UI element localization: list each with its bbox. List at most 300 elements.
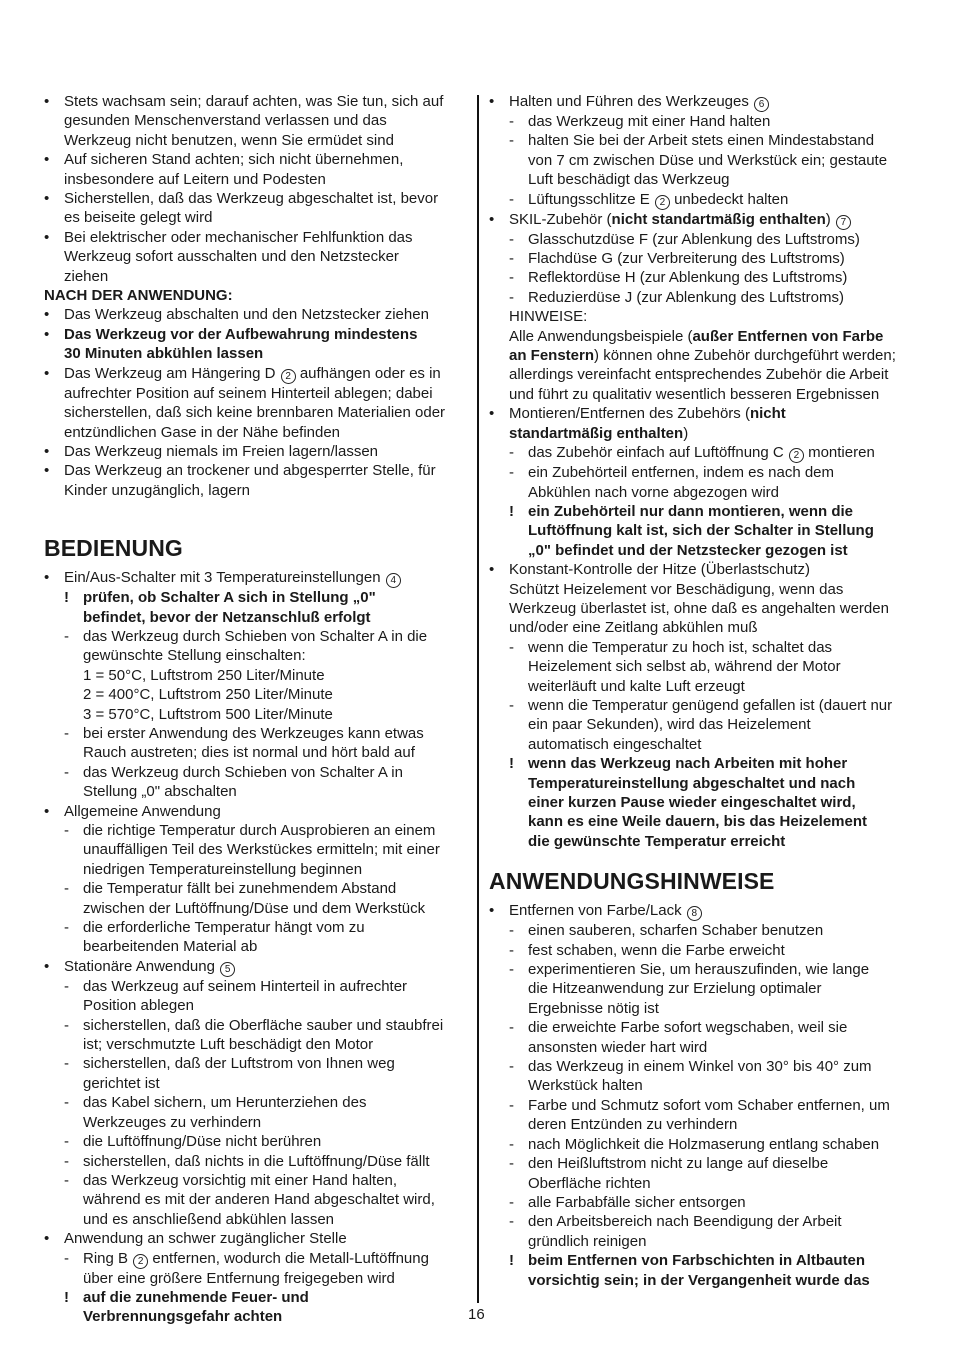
line-text: vorsichtig sein; in der Vergangenheit wurde das [528,1271,870,1289]
line-text: wenn das Werkzeug nach Arbeiten mit hoher [528,755,848,773]
warning-marker: ! [509,502,514,520]
sub-list-item [44,1152,468,1171]
line-text: Farbe und Schmutz sofort vom Schaber entfernen, um [528,1096,890,1114]
line-text-continued: aufhängen oder es in [295,364,441,382]
bullet-marker: • [44,802,50,820]
text-line [44,1269,468,1288]
bold-text: nicht standartmäßig enthalten [611,210,826,228]
text-line [489,521,913,540]
list-item [44,92,468,111]
line-text: ist; verschmutzte Luft beschädigt den Motor [83,1036,374,1054]
section-heading: BEDIENUNG [44,535,183,562]
text-line [44,1307,468,1326]
line-text: von 7 cm zwischen Düse und Werkstück ein; gestaute [528,151,888,169]
line-text: während es mit der anderen Hand abgeschaltet wird, [83,1191,435,1209]
text-line [489,541,913,560]
bullet-marker: • [44,190,50,208]
text-line [489,1076,913,1095]
list-item [489,210,913,230]
line-text: allerdings vereinfacht entsprechendes Zubehör die Arbeit [509,366,889,384]
bold-text: standartmäßig enthalten [509,424,684,442]
line-text: Position ablegen [83,997,194,1015]
bullet-marker: • [489,902,495,920]
line-text: entzündlichen Gase in der Nähe befinden [64,423,341,441]
warning-marker: ! [509,1252,514,1270]
line-text: sicherstellen, daß die Oberfläche sauber und staubfrei [83,1016,444,1034]
sub-list-item [489,463,913,482]
bullet-marker: • [44,306,50,324]
line-text: Werkzeug überlastet ist, ohne daß es angehalten werden [509,599,889,617]
text-line [44,860,468,879]
dash-marker: - [64,724,69,742]
line-text: das Werkzeug auf seinem Hinterteil in aufrechter [83,977,408,995]
line-text: Stets wachsam sein; darauf achten, was Sie tun, sich auf [64,93,444,110]
line-text: Auf sicheren Stand achten; sich nicht übernehmen, [64,151,404,169]
figure-reference-badge: 7 [836,215,851,230]
line-text: die erforderliche Temperatur hängt vom zu [83,919,365,937]
list-item [44,364,468,384]
line-text: die Hitzeanwendung zur Erzielung optimaler [528,980,822,998]
sub-list-item [489,190,913,210]
line-text: Reduzierdüse J (zur Ablenkung des Luftstroms) [528,288,844,306]
line-text: beim Entfernen von Farbschichten in Altbauten [528,1252,865,1270]
line-text-continued: ) können ohne Zubehör durchgeführt werden; [594,347,896,365]
text-line [489,424,913,443]
list-item [489,901,913,921]
text-line [489,832,913,851]
line-text: das Kabel sichern, um Herunterziehen des [83,1094,367,1112]
list-item [44,325,468,344]
line-text: wenn die Temperatur genügend gefallen ist (dauert nur [528,696,893,714]
sub-list-item [44,763,468,782]
line-text: die gewünschte Temperatur erreicht [528,832,786,850]
line-text: das Werkzeug durch Schieben von Schalter A in die [83,627,428,645]
line-text: Flachdüse G (zur Verbreiterung des Luftstroms) [528,250,845,268]
bullet-marker: • [44,228,50,246]
dash-marker: - [509,961,514,979]
line-text: Halten und Führen des Werkzeuges [509,93,749,110]
dash-marker: - [509,922,514,940]
bold-text: außer Entfernen von Farbe [692,327,884,345]
figure-reference-badge: 4 [386,573,401,588]
text-line [44,111,468,130]
dash-marker: - [64,822,69,839]
list-item [44,568,468,588]
line-text: befindet, bevor der Netzanschluß erfolgt [83,608,371,626]
line-text: den Heißluftstrom nicht zu lange auf dieselbe [528,1155,829,1173]
line-text-continued: unbedeckt halten [669,190,789,208]
figure-reference-badge: 2 [133,1254,148,1269]
bullet-marker: • [44,442,50,460]
text-line [489,346,913,365]
dash-marker: - [509,444,514,462]
sub-list-item [489,921,913,940]
warning-marker: ! [64,589,69,607]
line-text: prüfen, ob Schalter A sich in Stellung „0" [83,589,376,607]
text-line [489,1115,913,1134]
line-text: HINWEISE: [509,308,588,326]
text-line [44,423,468,442]
line-text: bearbeitenden Material ab [83,938,258,956]
list-item [489,404,913,423]
text-line [44,131,468,150]
line-text-continued: entfernen, wodurch die Metall-Luftöffnung [148,1249,429,1267]
dash-marker: - [64,763,69,781]
line-text: und führt zu qualitativ wesentlich besseren Ergebnissen [509,385,880,403]
line-text: Konstant-Kontrolle der Hitze (Überlastschutz) [509,561,810,579]
sub-list-item [44,918,468,937]
sub-list-item [44,1093,468,1112]
sub-list-item [489,131,913,150]
sub-list-item [489,112,913,131]
line-text: Lüftungsschlitze E [528,190,650,208]
sub-list-item [44,1132,468,1151]
line-text: weiterläuft und kalte Luft erzeugt [528,677,745,695]
line-text: ein paar Sekunden), wird das Heizelement [528,716,811,734]
line-text: gerichtet ist [83,1074,160,1092]
dash-marker: - [64,627,69,645]
text-line [489,1271,913,1290]
dash-marker: - [509,1019,514,1037]
line-text: 2 = 400°C, Luftstrom 250 Liter/Minute [83,686,333,704]
line-text: auf die zunehmende Feuer- und [83,1288,309,1306]
line-text: einer kurzen Pause wieder eingeschaltet wird, [528,794,856,811]
line-text: nach Möglichkeit die Holzmaserung entlang schaben [528,1135,880,1153]
dash-marker: - [509,250,514,268]
dash-marker: - [509,113,514,130]
sub-list-item [489,1251,913,1270]
text-line [489,735,913,754]
line-text: sicherstellen, daß nichts in die Luftöffnung/Düse fällt [83,1152,430,1170]
line-text: gründlich reinigen [528,1232,647,1250]
text-line [489,151,913,170]
text-line [44,286,468,305]
line-text: einen sauberen, scharfen Schaber benutzen [528,922,824,940]
dash-marker: - [64,1249,69,1267]
bullet-marker: • [44,93,50,110]
bullet-marker: • [489,93,495,110]
line-text-continued: montieren [803,444,875,462]
list-item [44,1229,468,1248]
text-line [489,580,913,599]
line-text: Stellung „0" abschalten [83,783,237,801]
line-text: Abkühlen nach vorne abgezogen wird [528,483,780,501]
list-item [44,802,468,821]
line-text: Reflektordüse H (zur Ablenkung des Luftstroms) [528,269,848,287]
warning-marker: ! [64,1288,69,1306]
line-text: das Werkzeug in einem Winkel von 30° bis 40° zum [528,1058,872,1076]
sub-list-item [489,1018,913,1037]
line-text: die erweichte Farbe sofort wegschaben, weil sie [528,1019,848,1037]
text-line [489,774,913,793]
text-line [489,1174,913,1193]
line-text: die richtige Temperatur durch Ausprobieren an einem [83,822,436,839]
dash-marker: - [64,1094,69,1112]
line-text: Temperatureinstellung abgeschaltet und nach [528,774,856,792]
sub-list-item [489,941,913,960]
figure-reference-badge: 8 [687,906,702,921]
text-line [489,979,913,998]
line-text: sicherstellen, daß sich keine brennbaren Materialien oder [64,404,446,422]
dash-marker: - [509,190,514,208]
line-text: Rauch austreten; dies ist normal und hört bald auf [83,744,415,762]
dash-marker: - [509,269,514,287]
line-text: es beiseite gelegt wird [64,209,213,227]
text-line [489,170,913,189]
text-line [44,1113,468,1132]
line-text: Entfernen von Farbe/Lack [509,902,682,920]
bullet-marker: • [489,405,495,423]
text-line [489,483,913,502]
text-line [44,996,468,1015]
line-text: Glasschutzdüse F (zur Ablenkung des Luftstroms) [528,230,860,248]
bullet-marker: • [44,151,50,169]
sub-list-item [44,724,468,743]
line-text: Das Werkzeug an trockener und abgesperrter Stelle, für [64,462,436,480]
line-text: die Temperatur fällt bei zunehmendem Abstand [83,880,397,898]
figure-reference-badge: 5 [220,962,235,977]
bullet-marker: • [489,561,495,579]
line-text: das Werkzeug vorsichtig mit einer Hand halten, [83,1171,398,1189]
sub-list-item [44,821,468,840]
line-text: Sicherstellen, daß das Werkzeug abgeschaltet ist, bevor [64,190,439,208]
line-text: zwischen der Luftöffnung/Düse und dem Werkstück [83,899,426,917]
text-line [489,793,913,812]
dash-marker: - [509,288,514,306]
dash-marker: - [509,1193,514,1211]
text-line [44,666,468,685]
list-item [489,92,913,112]
line-text: kann es eine Weile dauern, bis das Heizelement [528,813,868,831]
line-text: Alle Anwendungsbeispiele ( [509,327,693,345]
line-text: das Werkzeug durch Schieben von Schalter A in [83,763,403,781]
sub-list-item [489,1212,913,1231]
text-line [44,267,468,286]
bullet-marker: • [44,957,50,975]
text-line [44,1035,468,1054]
line-text: Oberfläche richten [528,1174,651,1192]
line-text-continued: ) [825,210,831,228]
line-text: 30 Minuten abkühlen lassen [64,345,264,363]
line-text: ziehen [64,267,109,285]
dash-marker: - [509,230,514,248]
line-text: sicherstellen, daß der Luftstrom von Ihnen weg [83,1055,395,1073]
line-text: und es anschließend abkühlen lassen [83,1210,335,1228]
text-line [44,685,468,704]
line-text: fest schaben, wenn die Farbe erweicht [528,941,785,959]
sub-list-item [44,1288,468,1307]
list-item [489,560,913,579]
sub-list-item [489,754,913,773]
text-line [489,385,913,404]
line-text: 3 = 570°C, Luftstrom 500 Liter/Minute [83,705,333,723]
line-text: Werkzeug sofort ausschalten und den Netzstecker [64,248,399,266]
dash-marker: - [509,1058,514,1076]
line-text: Schützt Heizelement vor Beschädigung, wenn das [509,580,844,598]
text-line [489,327,913,346]
figure-reference-badge: 2 [281,369,296,384]
list-item [44,189,468,208]
sub-list-item [44,879,468,898]
dash-marker: - [64,1055,69,1073]
text-line [489,599,913,618]
line-text: Allgemeine Anwendung [64,802,221,820]
left-column [44,92,468,1327]
sub-list-item [489,1135,913,1154]
line-text: Anwendung an schwer zugänglicher Stelle [64,1230,347,1248]
bullet-marker: • [44,569,50,587]
list-item [44,150,468,169]
line-text: Werkzeug nicht benutzen, wenn Sie ermüdet sind [64,131,394,149]
text-line [44,247,468,266]
text-line [44,937,468,956]
sub-list-item [44,1171,468,1190]
line-text: „0" befindet und der Netzstecker gezogen ist [528,541,848,559]
column-divider [477,95,479,1303]
line-text: insbesondere auf Leitern und Podesten [64,170,326,188]
line-text: Ring B [83,1249,129,1267]
dash-marker: - [509,1213,514,1231]
line-text: deren Entzünden zu verhindern [528,1116,738,1134]
sub-list-item [489,1096,913,1115]
dash-marker: - [64,1016,69,1034]
sub-list-item [489,696,913,715]
bullet-marker: • [44,1230,50,1248]
line-text: 1 = 50°C, Luftstrom 250 Liter/Minute [83,666,325,684]
list-item [44,957,468,977]
figure-reference-badge: 6 [754,97,769,112]
line-text: experimentieren Sie, um herauszufinden, wie lange [528,961,870,979]
bold-text: nicht [749,405,786,423]
bullet-marker: • [44,325,50,343]
line-text: den Arbeitsbereich nach Beendigung der Arbeit [528,1213,842,1231]
line-text: Stationäre Anwendung [64,957,215,975]
line-text: automatisch eingeschaltet [528,735,702,753]
line-text: Montieren/Entfernen des Zubehörs ( [509,405,750,423]
list-item [44,442,468,461]
line-text: und/oder eine Zeitlang abkühlen muß [509,619,758,637]
figure-reference-badge: 2 [655,195,670,210]
text-line [44,899,468,918]
list-item [44,461,468,480]
line-text: Bei elektrischer oder mechanischer Fehlfunktion das [64,228,413,246]
text-line [44,608,468,627]
sub-list-item [489,1057,913,1076]
bold-text: an Fenstern [509,347,595,365]
line-text: ein Zubehörteil nur dann montieren, wenn die [528,502,854,520]
bullet-marker: • [44,462,50,480]
text-line [489,999,913,1018]
dash-marker: - [509,1096,514,1114]
line-text: NACH DER ANWENDUNG: [44,287,233,305]
line-text: Kinder unzugänglich, lagern [64,481,250,499]
text-line [489,657,913,676]
text-line [44,481,468,500]
dash-marker: - [509,132,514,150]
line-text: Werkstück halten [528,1077,643,1095]
dash-marker: - [64,1152,69,1170]
sub-list-item [489,1193,913,1212]
text-line [44,705,468,724]
dash-marker: - [64,1171,69,1189]
sub-list-item [44,1249,468,1269]
dash-marker: - [64,977,69,995]
dash-marker: - [64,1133,69,1151]
text-line [489,618,913,637]
line-text: Das Werkzeug am Hängering D [64,364,276,382]
line-text-continued: ) [683,424,689,442]
text-line [489,812,913,831]
text-line [44,344,468,363]
text-line [44,208,468,227]
line-text: SKIL-Zubehör ( [509,210,612,228]
line-text: über eine größere Entfernung freigegeben wird [83,1269,395,1287]
dash-marker: - [64,880,69,898]
sub-list-item [489,268,913,287]
line-text: Luft beschädigt das Werkzeug [528,171,730,189]
text-line [489,715,913,734]
section-heading: ANWENDUNGSHINWEISE [489,868,775,895]
text-line [44,1074,468,1093]
dash-marker: - [64,919,69,937]
right-column [489,92,913,1290]
text-line [489,677,913,696]
sub-list-item [44,977,468,996]
line-text: aufrechter Position auf seinem Hinterteil ablegen; dabei [64,384,433,402]
sub-list-item [44,1054,468,1073]
line-text: Heizelement sich selbst ab, während der Motor [528,658,841,676]
figure-reference-badge: 2 [789,448,804,463]
line-text: unauffälligen Teil des Werkstückes ermitteln; mit einer [83,841,440,859]
line-text: Verbrennungsgefahr achten [83,1308,283,1326]
line-text: gesunden Menschenverstand verlassen und das [64,112,387,130]
text-line [44,782,468,801]
line-text: bei erster Anwendung des Werkzeuges kann etwas [83,724,424,742]
text-line [44,1190,468,1209]
text-line [489,1232,913,1251]
line-text: alle Farbabfälle sicher entsorgen [528,1193,746,1211]
line-text: das Zubehör einfach auf Luftöffnung C [528,444,784,462]
text-line [44,840,468,859]
sub-list-item [489,502,913,521]
dash-marker: - [509,464,514,482]
dash-marker: - [509,1155,514,1173]
line-text: Das Werkzeug niemals im Freien lagern/lassen [64,442,379,460]
list-item [44,305,468,324]
line-text: Luftöffnung kalt ist, sich der Schalter in Stellung [528,522,874,540]
line-text: ein Zubehörteil entfernen, indem es nach dem [528,464,835,482]
sub-list-item [44,588,468,607]
line-text: halten Sie bei der Arbeit stets einen Mindestabstand [528,132,875,150]
sub-list-item [489,960,913,979]
dash-marker: - [509,941,514,959]
text-line [44,743,468,762]
text-line [489,307,913,326]
text-line [44,646,468,665]
line-text: die Luftöffnung/Düse nicht berühren [83,1133,322,1151]
line-text: Werkzeuges zu verhindern [83,1113,262,1131]
line-text: Das Werkzeug abschalten und den Netzstecker ziehen [64,306,429,324]
line-text: Ergebnisse nötig ist [528,999,659,1017]
text-line [44,403,468,422]
sub-list-item [44,627,468,646]
line-text: wenn die Temperatur zu hoch ist, schaltet das [528,638,833,656]
sub-list-item [489,638,913,657]
dash-marker: - [509,1135,514,1153]
line-text: ansonsten wieder hart wird [528,1038,708,1056]
sub-list-item [489,230,913,249]
sub-list-item [489,288,913,307]
